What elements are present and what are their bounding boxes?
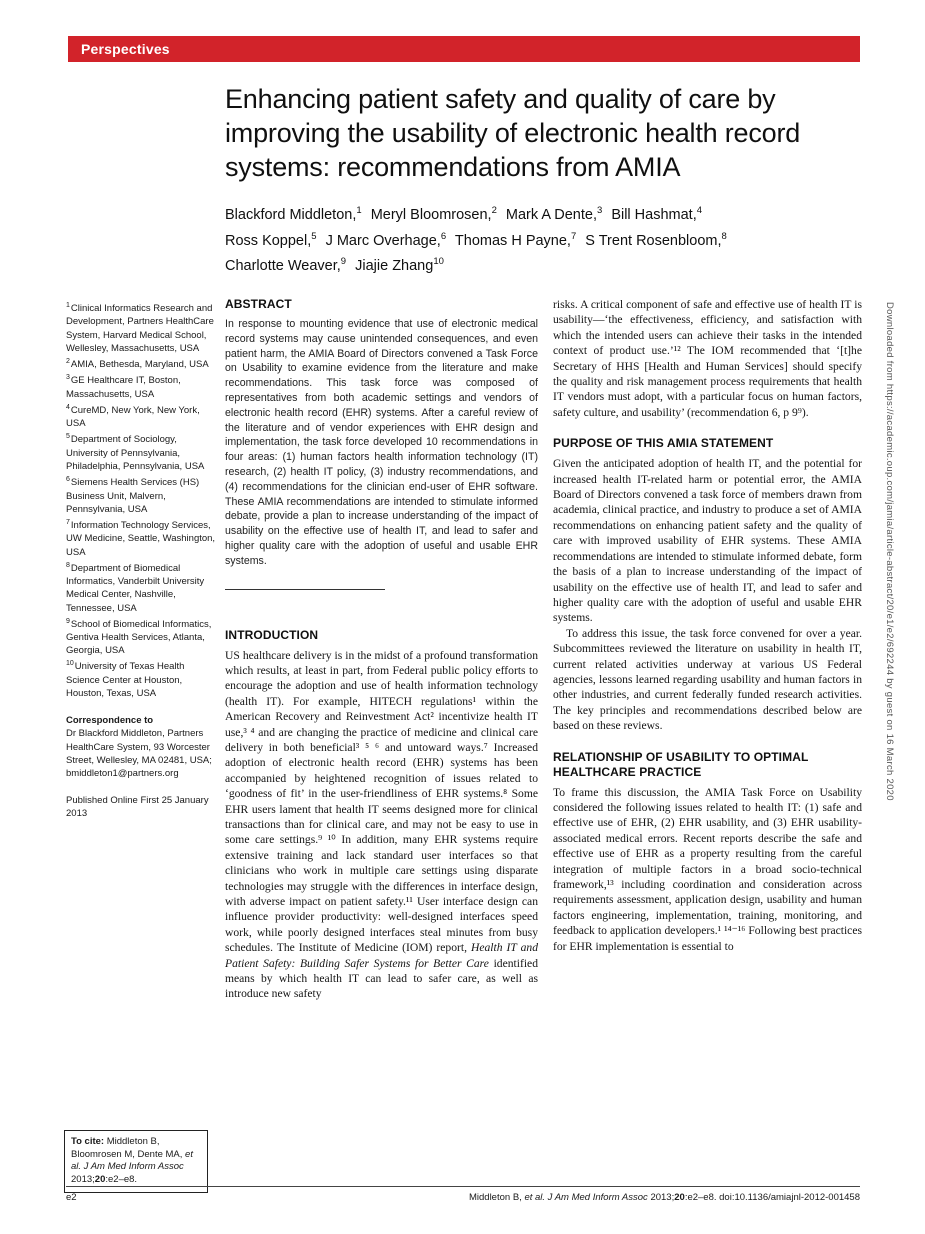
affiliation bbox=[66, 430, 216, 473]
affiliation bbox=[66, 473, 216, 516]
footer-citation-year: 2013; bbox=[647, 1192, 675, 1203]
introduction-continuation-text: risks. A critical component of safe and effective use of health IT is usability—‘the effectiveness, efficiency, and satisfaction with which the intended users can achieve their tasks in the intended context of product use.’¹² The IOM recommended that ‘[t]he Secretary of HHS [Health and Human Services] should specify the quality and risk management process requirements that health IT vendors must adopt, with a particular focus on human factors, safety culture, and usability’ (recommendation 6, p 9⁹). bbox=[553, 298, 862, 419]
author-affiliation-ref: 5 bbox=[311, 230, 317, 242]
author-name: Charlotte Weaver, bbox=[225, 258, 341, 275]
author bbox=[506, 207, 602, 223]
affiliation-text: Clinical Informatics Research and Development, Partners HealthCare System, Harvard Medical School, Wellesley, Massachusetts, USA bbox=[66, 303, 214, 354]
author-affiliation-ref: 3 bbox=[596, 205, 603, 216]
introduction-text-part: US healthcare delivery is in the midst of a profound transformation which results, at least in part, from Federal public policy efforts to encourage the adoption and use of health information technology (health IT). For example, HITECH regulations¹ within the American Recovery and Reinvestment Act² incentivize health IT use,³ ⁴ and are changing the practice of medicine and clinical care delivery in both beneficial³ ⁵ ⁶ and untoward ways.⁷ Increased adoption of electronic health record (EHR) systems has been accompanied by heightened recognition of issues related to ‘goodness of fit’ in the user-friendliness of EHR systems.⁸ Some EHR users lament that health IT seems designed more for clinical transactions than for clinical care, and may not be easy to use in some care settings.⁹ ¹⁰ In addition, many EHR systems require extensive training and lack standard user interfaces so that clinicians who work in multiple care settings using disparate technologies may struggle with the differences in interface design, with adverse impact on patient safety.¹¹ User interface design can influence provider productivity: well-designed interfaces speed work, while poorly designed interfaces steal minutes from busy schedules. The Institute of Medicine (IOM) report, bbox=[225, 648, 538, 955]
author-affiliation-ref: 6 bbox=[440, 230, 447, 242]
footer-citation-volume: 20 bbox=[674, 1192, 685, 1203]
author-name: Mark A Dente, bbox=[505, 206, 597, 223]
author-affiliation-ref: 9 bbox=[340, 256, 347, 268]
affiliation bbox=[66, 657, 216, 700]
affiliation bbox=[66, 355, 216, 371]
affiliation-number: 8 bbox=[66, 561, 70, 569]
affiliation-text: Department of Sociology, University of Pennsylvania, Philadelphia, Pennsylvania, USA bbox=[66, 434, 205, 473]
author-affiliation-ref: 1 bbox=[356, 205, 362, 216]
author bbox=[454, 230, 577, 249]
author-line-3 bbox=[225, 252, 875, 278]
to-cite-volume: 20 bbox=[94, 1173, 106, 1185]
published-online-first: Published Online First 25 January 2013 bbox=[66, 795, 209, 820]
introduction-heading: INTRODUCTION bbox=[225, 627, 319, 642]
affiliation bbox=[66, 559, 216, 615]
affiliation-text: GE Healthcare IT, Boston, Massachusetts, USA bbox=[66, 375, 181, 400]
download-watermark-text: Downloaded from https://academic.oup.com/jamia/article-abstract/20/e1/e2/692244 by guest on 16 March 2020 bbox=[884, 302, 895, 801]
author-name: Bill Hashmat, bbox=[611, 206, 697, 223]
author bbox=[325, 230, 447, 249]
affiliation bbox=[66, 516, 216, 559]
abstract-heading: ABSTRACT bbox=[225, 297, 292, 311]
correspondence-block bbox=[66, 714, 216, 780]
footer-divider bbox=[66, 1186, 860, 1187]
right-text-column bbox=[553, 297, 862, 954]
author-list bbox=[225, 200, 875, 277]
footer-citation-doi: :e2–e8. doi:10.1136/amiajnl-2012-001458 bbox=[684, 1192, 860, 1203]
author-line-1 bbox=[225, 200, 875, 226]
affiliation-number: 6 bbox=[66, 476, 70, 484]
affiliation-number: 3 bbox=[66, 374, 70, 382]
relationship-heading: RELATIONSHIP OF USABILITY TO OPTIMAL HEALTHCARE PRACTICE bbox=[553, 749, 809, 779]
to-cite-pages: :e2–e8. bbox=[105, 1173, 138, 1185]
author bbox=[225, 230, 317, 249]
author bbox=[225, 258, 346, 274]
affiliation-number: 2 bbox=[66, 357, 70, 365]
affiliation-text: School of Biomedical Informatics, Gentiva Health Services, Atlanta, Georgia, USA bbox=[66, 618, 212, 657]
purpose-paragraph-2: To address this issue, the task force convened for over a year. Subcommittees reviewed the literature on usability in health IT, current related activities underway at various US Federal agencies, lessons learned regarding usability and human factors in other industries, and current federally funded research activities. The key principles and recommendations described below are based on these reviews. bbox=[553, 626, 862, 733]
affiliation-text: Information Technology Services, UW Medicine, Seattle, Washington, USA bbox=[66, 520, 216, 558]
footer-citation-authors: Middleton B, bbox=[468, 1192, 525, 1203]
author-name: Jiajie Zhang bbox=[355, 258, 434, 275]
affiliation bbox=[66, 371, 216, 401]
affiliation-number: 10 bbox=[66, 660, 74, 668]
page-number: e2 bbox=[66, 1192, 77, 1203]
author-name: Meryl Bloomrosen, bbox=[370, 206, 492, 223]
to-cite-journal: et al. J Am Med Inform Assoc bbox=[71, 1148, 193, 1173]
footer-citation-journal: et al. J Am Med Inform Assoc bbox=[524, 1192, 648, 1203]
author bbox=[585, 230, 727, 249]
purpose-heading: PURPOSE OF THIS AMIA STATEMENT bbox=[553, 436, 774, 451]
author-affiliation-ref: 4 bbox=[696, 205, 703, 216]
page-footer bbox=[66, 1186, 860, 1203]
author-name: J Marc Overhage, bbox=[325, 232, 441, 249]
author-name: Thomas H Payne, bbox=[454, 232, 571, 249]
affiliation-number: 9 bbox=[66, 617, 70, 625]
purpose-paragraph-1: Given the anticipated adoption of health IT, and the potential for increased health IT-related harm or potential error, the AMIA Board of Directors convened a task force of members drawn from academia, clinical practice, and industry to produce a set of AMIA recommendations on enhancing patient safety and the quality of care with improved usability of EHR systems. These AMIA recommendations are intended to stimulate informed debate, form the basis of a plan to increase understanding of the impact of usability on the effective use of health IT, and lead to safer and higher quality care with the adoption of useful and usable EHR systems. bbox=[553, 457, 862, 625]
left-text-column bbox=[225, 297, 538, 1002]
author-affiliation-ref: 10 bbox=[433, 256, 444, 268]
article-title: Enhancing patient safety and quality of care by improving the usability of electronic health record systems: recommendations from AMIA bbox=[225, 84, 801, 182]
affiliation bbox=[66, 615, 216, 658]
author-name: Blackford Middleton, bbox=[225, 206, 357, 223]
affiliation bbox=[66, 401, 216, 431]
affiliation-text: University of Texas Health Science Center at Houston, Houston, Texas, USA bbox=[66, 661, 185, 700]
affiliations-sidebar bbox=[66, 299, 216, 821]
author-affiliation-ref: 7 bbox=[570, 230, 577, 242]
section-banner-label: Perspectives bbox=[81, 41, 170, 57]
relationship-paragraph-1: To frame this discussion, the AMIA Task Force on Usability considered the following issues related to health IT: (1) safe and effective use of EHR, (2) EHR usability, and (3) EHR usability-associated medical errors. Recent reports describe the safe and effective use of EHR as a property resulting from the careful integration of multiple factors in a broad socio-technical framework,¹³ including coordination and consideration across requirements assessment, application design, usability and human factors engineering, implementation, training, monitoring, and feedback to application developers.¹ ¹⁴⁻¹⁶ Following best practices for EHR implementation is essential to bbox=[553, 785, 862, 953]
correspondence-heading: Correspondence to bbox=[66, 715, 154, 727]
affiliation-text: Department of Biomedical Informatics, Vanderbilt University Medical Center, Nashville, Tennessee, USA bbox=[66, 562, 205, 614]
to-cite-box bbox=[64, 1130, 208, 1193]
affiliation bbox=[66, 299, 216, 355]
affiliation-number: 4 bbox=[66, 403, 70, 411]
introduction-text bbox=[225, 648, 538, 1002]
author bbox=[225, 207, 362, 223]
author-affiliation-ref: 8 bbox=[721, 230, 727, 242]
section-divider bbox=[225, 589, 385, 590]
affiliation-number: 5 bbox=[66, 433, 70, 441]
affiliation-number: 7 bbox=[66, 518, 70, 526]
to-cite-year: 2013; bbox=[71, 1173, 95, 1185]
author bbox=[611, 207, 702, 223]
author-affiliation-ref: 2 bbox=[491, 205, 497, 216]
correspondence-email: bmiddleton1@partners.org bbox=[66, 768, 179, 780]
affiliation-text: AMIA, Bethesda, Maryland, USA bbox=[70, 359, 209, 371]
footer-citation bbox=[469, 1192, 860, 1203]
author bbox=[355, 258, 444, 274]
correspondence-address: Dr Blackford Middleton, Partners HealthCare System, 93 Worcester Street, Wellesley, MA 02481, USA; bbox=[66, 728, 212, 766]
footer-row bbox=[66, 1192, 860, 1203]
introduction-text-part: identified means by which health IT can lead to safer care, as well as introduce new safety bbox=[225, 956, 538, 1001]
section-banner bbox=[68, 36, 860, 62]
affiliation-text: CureMD, New York, New York, USA bbox=[66, 405, 200, 430]
affiliation-number: 1 bbox=[66, 302, 70, 309]
to-cite-authors: Middleton B, Bloomrosen M, Dente MA, bbox=[71, 1136, 186, 1160]
author-name: S Trent Rosenbloom, bbox=[585, 232, 722, 249]
iom-report-title: Health IT and Patient Safety: Building Safer Systems for Better Care bbox=[225, 941, 539, 970]
affiliation-text: Siemens Health Services (HS) Business Unit, Malvern, Pennsylvania, USA bbox=[66, 477, 200, 515]
abstract-text: In response to mounting evidence that use of electronic medical record systems may cause unintended consequences, and even patient harm, the AMIA Board of Directors convened a Task Force on Usability to examine evidence from the literature and make recommendations. This task force was composed of representatives from both academic settings and vendors of electronic health record (EHR) systems. After a careful review of the literature and of vendor experiences with EHR design and implementation, the task force developed 10 recommendations in four areas: (1) human factors health information technology (IT) research, (2) health IT policy, (3) industry recommendations, and (4) recommendations for the clinician end-user of EHR software. These AMIA recommendations are intended to stimulate informed debate, provide a plan to increase understanding of the impact of usability on the effective use of health IT, and lead to safer and higher quality care with the adoption of useful and usable EHR systems. bbox=[225, 318, 538, 567]
author-line-2 bbox=[225, 226, 875, 252]
author bbox=[371, 207, 497, 223]
to-cite-label: To cite: bbox=[71, 1136, 105, 1147]
author-name: Ross Koppel, bbox=[225, 232, 312, 249]
